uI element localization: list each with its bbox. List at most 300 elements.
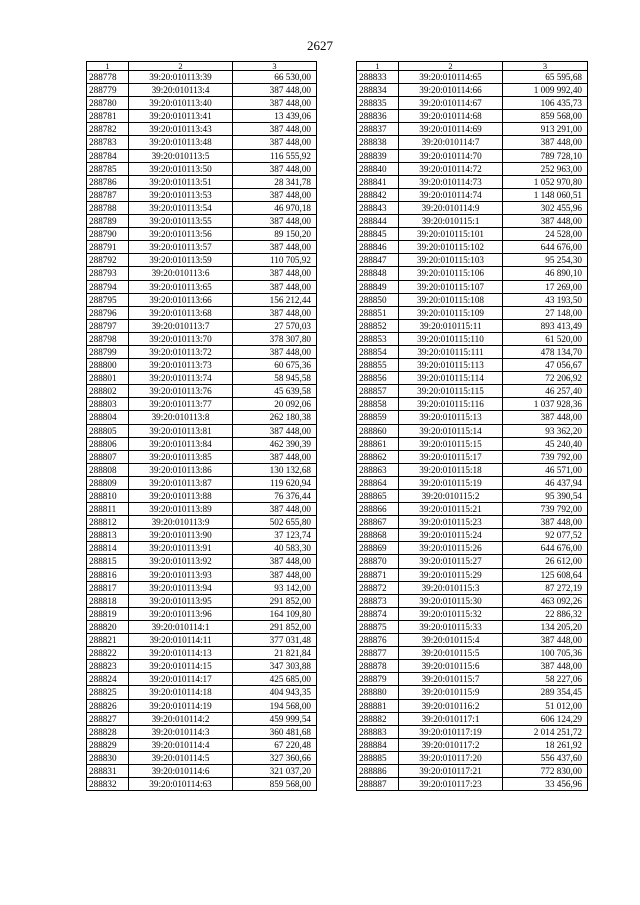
cadastral-number-cell: 39:20:010113:90 [129,529,233,542]
table-row [357,568,588,581]
table-row [87,84,317,97]
cadastral-number-cell: 39:20:010115:21 [399,503,503,516]
row-number-cell: 288841 [357,175,399,188]
table-row [87,215,317,228]
table-row [87,607,317,620]
cadastral-number-cell: 39:20:010113:73 [129,359,233,372]
row-number-cell: 288834 [357,84,399,97]
row-number-cell: 288817 [87,581,129,594]
value-cell: 28 341,78 [233,175,317,188]
row-number-cell: 288849 [357,280,399,293]
row-number-cell: 288864 [357,476,399,489]
cadastral-number-cell: 39:20:010115:7 [399,673,503,686]
column-header-2: 2 [399,62,503,71]
row-number-cell: 288815 [87,555,129,568]
row-number-cell: 288861 [357,437,399,450]
value-cell: 1 009 992,40 [503,84,588,97]
row-number-cell: 288832 [87,778,129,791]
right-table-body [357,71,588,791]
value-cell: 95 254,30 [503,254,588,267]
value-cell: 387 448,00 [503,136,588,149]
value-cell: 387 448,00 [233,450,317,463]
table-row [357,188,588,201]
table-row [87,201,317,214]
cadastral-number-cell: 39:20:010115:19 [399,476,503,489]
row-number-cell: 288877 [357,647,399,660]
value-cell: 46 890,10 [503,267,588,280]
table-row [357,123,588,136]
value-cell: 327 360,66 [233,751,317,764]
row-number-cell: 288842 [357,188,399,201]
value-cell: 67 220,48 [233,738,317,751]
table-row [87,267,317,280]
value-cell: 425 685,00 [233,673,317,686]
row-number-cell: 288788 [87,201,129,214]
value-cell: 76 376,44 [233,490,317,503]
cadastral-number-cell: 39:20:010113:96 [129,607,233,620]
row-number-cell: 288871 [357,568,399,581]
value-cell: 33 456,96 [503,778,588,791]
cadastral-number-cell: 39:20:010115:116 [399,398,503,411]
cadastral-number-cell: 39:20:010113:4 [129,84,233,97]
table-row [87,581,317,594]
row-number-cell: 288835 [357,97,399,110]
row-number-cell: 288801 [87,372,129,385]
cadastral-number-cell: 39:20:010113:6 [129,267,233,280]
row-number-cell: 288880 [357,686,399,699]
value-cell: 387 448,00 [233,345,317,358]
cadastral-number-cell: 39:20:010113:66 [129,293,233,306]
value-cell: 134 205,20 [503,620,588,633]
value-cell: 58 227,06 [503,673,588,686]
value-cell: 893 413,49 [503,319,588,332]
table-row [87,437,317,450]
value-cell: 106 435,73 [503,97,588,110]
value-cell: 18 261,92 [503,738,588,751]
cadastral-number-cell: 39:20:010113:40 [129,97,233,110]
cadastral-number-cell: 39:20:010115:2 [399,490,503,503]
value-cell: 387 448,00 [233,215,317,228]
table-row [357,254,588,267]
table-row [357,673,588,686]
row-number-cell: 288858 [357,398,399,411]
row-number-cell: 288869 [357,542,399,555]
value-cell: 89 150,20 [233,228,317,241]
table-row [87,228,317,241]
cadastral-number-cell: 39:20:010115:106 [399,267,503,280]
value-cell: 51 012,00 [503,699,588,712]
value-cell: 387 448,00 [233,280,317,293]
cadastral-number-cell: 39:20:010114:63 [129,778,233,791]
row-number-cell: 288779 [87,84,129,97]
row-number-cell: 288819 [87,607,129,620]
row-number-cell: 288804 [87,411,129,424]
table-row [87,372,317,385]
cadastral-number-cell: 39:20:010114:11 [129,634,233,647]
cadastral-number-cell: 39:20:010115:24 [399,529,503,542]
cadastral-number-cell: 39:20:010113:94 [129,581,233,594]
cadastral-number-cell: 39:20:010116:2 [399,699,503,712]
cadastral-number-cell: 39:20:010113:56 [129,228,233,241]
column-header-3: 3 [233,62,317,71]
cadastral-number-cell: 39:20:010113:55 [129,215,233,228]
row-number-cell: 288857 [357,385,399,398]
table-row [357,319,588,332]
row-number-cell: 288839 [357,149,399,162]
cadastral-number-cell: 39:20:010115:29 [399,568,503,581]
cadastral-number-cell: 39:20:010113:86 [129,463,233,476]
table-row [357,332,588,345]
row-number-cell: 288785 [87,162,129,175]
value-cell: 502 655,80 [233,516,317,529]
value-cell: 17 269,00 [503,280,588,293]
value-cell: 262 180,38 [233,411,317,424]
table-row [87,450,317,463]
value-cell: 387 448,00 [233,136,317,149]
table-row [357,71,588,84]
row-number-cell: 288796 [87,306,129,319]
row-number-cell: 288868 [357,529,399,542]
row-number-cell: 288805 [87,424,129,437]
value-cell: 387 448,00 [503,215,588,228]
value-cell: 404 943,35 [233,686,317,699]
value-cell: 87 272,19 [503,581,588,594]
table-row [357,110,588,123]
table-row [87,359,317,372]
table-row [357,450,588,463]
row-number-cell: 288799 [87,345,129,358]
table-row [87,411,317,424]
value-cell: 360 481,68 [233,725,317,738]
table-row [357,476,588,489]
value-cell: 644 676,00 [503,241,588,254]
row-number-cell: 288878 [357,660,399,673]
value-cell: 65 595,68 [503,71,588,84]
table-row [357,84,588,97]
cadastral-number-cell: 39:20:010114:72 [399,162,503,175]
row-number-cell: 288794 [87,280,129,293]
table-row [87,751,317,764]
right-table-header [357,62,588,71]
value-cell: 387 448,00 [233,188,317,201]
row-number-cell: 288884 [357,738,399,751]
cadastral-number-cell: 39:20:010115:114 [399,372,503,385]
table-row [87,764,317,777]
value-cell: 387 448,00 [233,306,317,319]
table-row [357,372,588,385]
row-number-cell: 288790 [87,228,129,241]
table-row [87,188,317,201]
row-number-cell: 288813 [87,529,129,542]
table-row [87,647,317,660]
cadastral-number-cell: 39:20:010114:66 [399,84,503,97]
table-row [357,490,588,503]
value-cell: 387 448,00 [233,123,317,136]
row-number-cell: 288853 [357,332,399,345]
table-row [87,280,317,293]
value-cell: 1 052 970,80 [503,175,588,188]
cadastral-number-cell: 39:20:010113:68 [129,306,233,319]
table-row [87,241,317,254]
cadastral-number-cell: 39:20:010115:6 [399,660,503,673]
value-cell: 377 031,48 [233,634,317,647]
value-cell: 93 142,00 [233,581,317,594]
table-row [357,437,588,450]
value-cell: 772 830,00 [503,764,588,777]
table-row [87,620,317,633]
table-row [87,162,317,175]
cadastral-number-cell: 39:20:010117:19 [399,725,503,738]
page-number: 2627 [307,38,333,53]
row-number-cell: 288886 [357,764,399,777]
table-row [357,581,588,594]
table-row [87,686,317,699]
row-number-cell: 288810 [87,490,129,503]
table-row [87,529,317,542]
row-number-cell: 288838 [357,136,399,149]
cadastral-number-cell: 39:20:010113:54 [129,201,233,214]
table-row [87,634,317,647]
cadastral-number-cell: 39:20:010113:65 [129,280,233,293]
value-cell: 22 886,32 [503,607,588,620]
row-number-cell: 288833 [357,71,399,84]
table-row [357,241,588,254]
cadastral-number-cell: 39:20:010115:13 [399,411,503,424]
value-cell: 556 437,60 [503,751,588,764]
cadastral-number-cell: 39:20:010115:33 [399,620,503,633]
value-cell: 387 448,00 [233,267,317,280]
row-number-cell: 288887 [357,778,399,791]
left-table-header [87,62,317,71]
value-cell: 302 455,96 [503,201,588,214]
row-number-cell: 288797 [87,319,129,332]
value-cell: 387 448,00 [503,411,588,424]
value-cell: 606 124,29 [503,712,588,725]
table-row [357,149,588,162]
cadastral-number-cell: 39:20:010117:1 [399,712,503,725]
cadastral-number-cell: 39:20:010113:59 [129,254,233,267]
cadastral-number-cell: 39:20:010117:21 [399,764,503,777]
row-number-cell: 288783 [87,136,129,149]
row-number-cell: 288856 [357,372,399,385]
cadastral-number-cell: 39:20:010113:8 [129,411,233,424]
table-row [87,175,317,188]
value-cell: 24 528,00 [503,228,588,241]
value-cell: 21 821,84 [233,647,317,660]
value-cell: 26 612,00 [503,555,588,568]
cadastral-number-cell: 39:20:010114:18 [129,686,233,699]
row-number-cell: 288781 [87,110,129,123]
cadastral-number-cell: 39:20:010113:88 [129,490,233,503]
value-cell: 387 448,00 [503,634,588,647]
table-row [357,503,588,516]
value-cell: 60 675,36 [233,359,317,372]
value-cell: 100 705,36 [503,647,588,660]
row-number-cell: 288870 [357,555,399,568]
cadastral-number-cell: 39:20:010113:57 [129,241,233,254]
row-number-cell: 288854 [357,345,399,358]
value-cell: 739 792,00 [503,503,588,516]
row-number-cell: 288814 [87,542,129,555]
value-cell: 387 448,00 [233,424,317,437]
row-number-cell: 288851 [357,306,399,319]
row-number-cell: 288859 [357,411,399,424]
value-cell: 459 999,54 [233,712,317,725]
row-number-cell: 288863 [357,463,399,476]
row-number-cell: 288873 [357,594,399,607]
value-cell: 289 354,45 [503,686,588,699]
cadastral-number-cell: 39:20:010114:17 [129,673,233,686]
value-cell: 321 037,20 [233,764,317,777]
table-row [357,634,588,647]
table-row [357,359,588,372]
table-row [87,293,317,306]
cadastral-number-cell: 39:20:010115:102 [399,241,503,254]
value-cell: 27 148,00 [503,306,588,319]
table-row [357,293,588,306]
cadastral-number-cell: 39:20:010114:70 [399,149,503,162]
cadastral-number-cell: 39:20:010113:74 [129,372,233,385]
value-cell: 37 123,74 [233,529,317,542]
value-cell: 859 568,00 [503,110,588,123]
value-cell: 387 448,00 [503,660,588,673]
row-number-cell: 288846 [357,241,399,254]
value-cell: 93 362,20 [503,424,588,437]
cadastral-number-cell: 39:20:010113:76 [129,385,233,398]
row-number-cell: 288798 [87,332,129,345]
value-cell: 66 530,00 [233,71,317,84]
value-cell: 72 206,92 [503,372,588,385]
value-cell: 58 945,58 [233,372,317,385]
table-row [357,385,588,398]
row-number-cell: 288824 [87,673,129,686]
cadastral-number-cell: 39:20:010114:13 [129,647,233,660]
cadastral-number-cell: 39:20:010114:65 [399,71,503,84]
value-cell: 463 092,26 [503,594,588,607]
value-cell: 462 390,39 [233,437,317,450]
row-number-cell: 288867 [357,516,399,529]
row-number-cell: 288802 [87,385,129,398]
value-cell: 859 568,00 [233,778,317,791]
cadastral-number-cell: 39:20:010114:5 [129,751,233,764]
row-number-cell: 288860 [357,424,399,437]
table-row [357,175,588,188]
left-register-table [86,61,317,791]
table-row [357,463,588,476]
value-cell: 387 448,00 [233,84,317,97]
row-number-cell: 288787 [87,188,129,201]
value-cell: 40 583,30 [233,542,317,555]
table-row [87,516,317,529]
cadastral-number-cell: 39:20:010113:43 [129,123,233,136]
row-number-cell: 288848 [357,267,399,280]
row-number-cell: 288818 [87,594,129,607]
cadastral-number-cell: 39:20:010115:107 [399,280,503,293]
row-number-cell: 288780 [87,97,129,110]
cadastral-number-cell: 39:20:010114:4 [129,738,233,751]
row-number-cell: 288812 [87,516,129,529]
value-cell: 130 132,68 [233,463,317,476]
value-cell: 119 620,94 [233,476,317,489]
table-row [87,306,317,319]
row-number-cell: 288821 [87,634,129,647]
cadastral-number-cell: 39:20:010113:7 [129,319,233,332]
table-row [357,738,588,751]
row-number-cell: 288885 [357,751,399,764]
cadastral-number-cell: 39:20:010113:72 [129,345,233,358]
row-number-cell: 288795 [87,293,129,306]
value-cell: 116 555,92 [233,149,317,162]
row-number-cell: 288883 [357,725,399,738]
value-cell: 47 056,67 [503,359,588,372]
table-row [357,764,588,777]
row-number-cell: 288831 [87,764,129,777]
row-number-cell: 288852 [357,319,399,332]
cadastral-number-cell: 39:20:010114:1 [129,620,233,633]
cadastral-number-cell: 39:20:010115:101 [399,228,503,241]
row-number-cell: 288778 [87,71,129,84]
cadastral-number-cell: 39:20:010115:113 [399,359,503,372]
value-cell: 46 571,00 [503,463,588,476]
row-number-cell: 288829 [87,738,129,751]
value-cell: 347 303,88 [233,660,317,673]
table-row [87,463,317,476]
table-row [357,647,588,660]
row-number-cell: 288789 [87,215,129,228]
value-cell: 156 212,44 [233,293,317,306]
table-row [357,778,588,791]
cadastral-number-cell: 39:20:010114:7 [399,136,503,149]
row-number-cell: 288882 [357,712,399,725]
table-row [87,319,317,332]
cadastral-number-cell: 39:20:010114:2 [129,712,233,725]
value-cell: 194 568,00 [233,699,317,712]
table-row [87,778,317,791]
cadastral-number-cell: 39:20:010115:111 [399,345,503,358]
cadastral-number-cell: 39:20:010113:53 [129,188,233,201]
column-header-3: 3 [503,62,588,71]
table-row [87,149,317,162]
cadastral-number-cell: 39:20:010113:89 [129,503,233,516]
cadastral-number-cell: 39:20:010114:9 [399,201,503,214]
cadastral-number-cell: 39:20:010113:95 [129,594,233,607]
table-row [357,424,588,437]
value-cell: 95 390,54 [503,490,588,503]
cadastral-number-cell: 39:20:010117:23 [399,778,503,791]
row-number-cell: 288826 [87,699,129,712]
table-row [357,306,588,319]
cadastral-number-cell: 39:20:010115:108 [399,293,503,306]
value-cell: 387 448,00 [503,516,588,529]
row-number-cell: 288800 [87,359,129,372]
cadastral-number-cell: 39:20:010115:5 [399,647,503,660]
cadastral-number-cell: 39:20:010115:26 [399,542,503,555]
table-row [87,136,317,149]
cadastral-number-cell: 39:20:010115:27 [399,555,503,568]
row-number-cell: 288825 [87,686,129,699]
row-number-cell: 288872 [357,581,399,594]
table-row [87,568,317,581]
cadastral-number-cell: 39:20:010115:14 [399,424,503,437]
table-row [87,490,317,503]
row-number-cell: 288806 [87,437,129,450]
cadastral-number-cell: 39:20:010113:84 [129,437,233,450]
row-number-cell: 288843 [357,201,399,214]
value-cell: 387 448,00 [233,568,317,581]
cadastral-number-cell: 39:20:010115:30 [399,594,503,607]
row-number-cell: 288874 [357,607,399,620]
table-row [357,620,588,633]
